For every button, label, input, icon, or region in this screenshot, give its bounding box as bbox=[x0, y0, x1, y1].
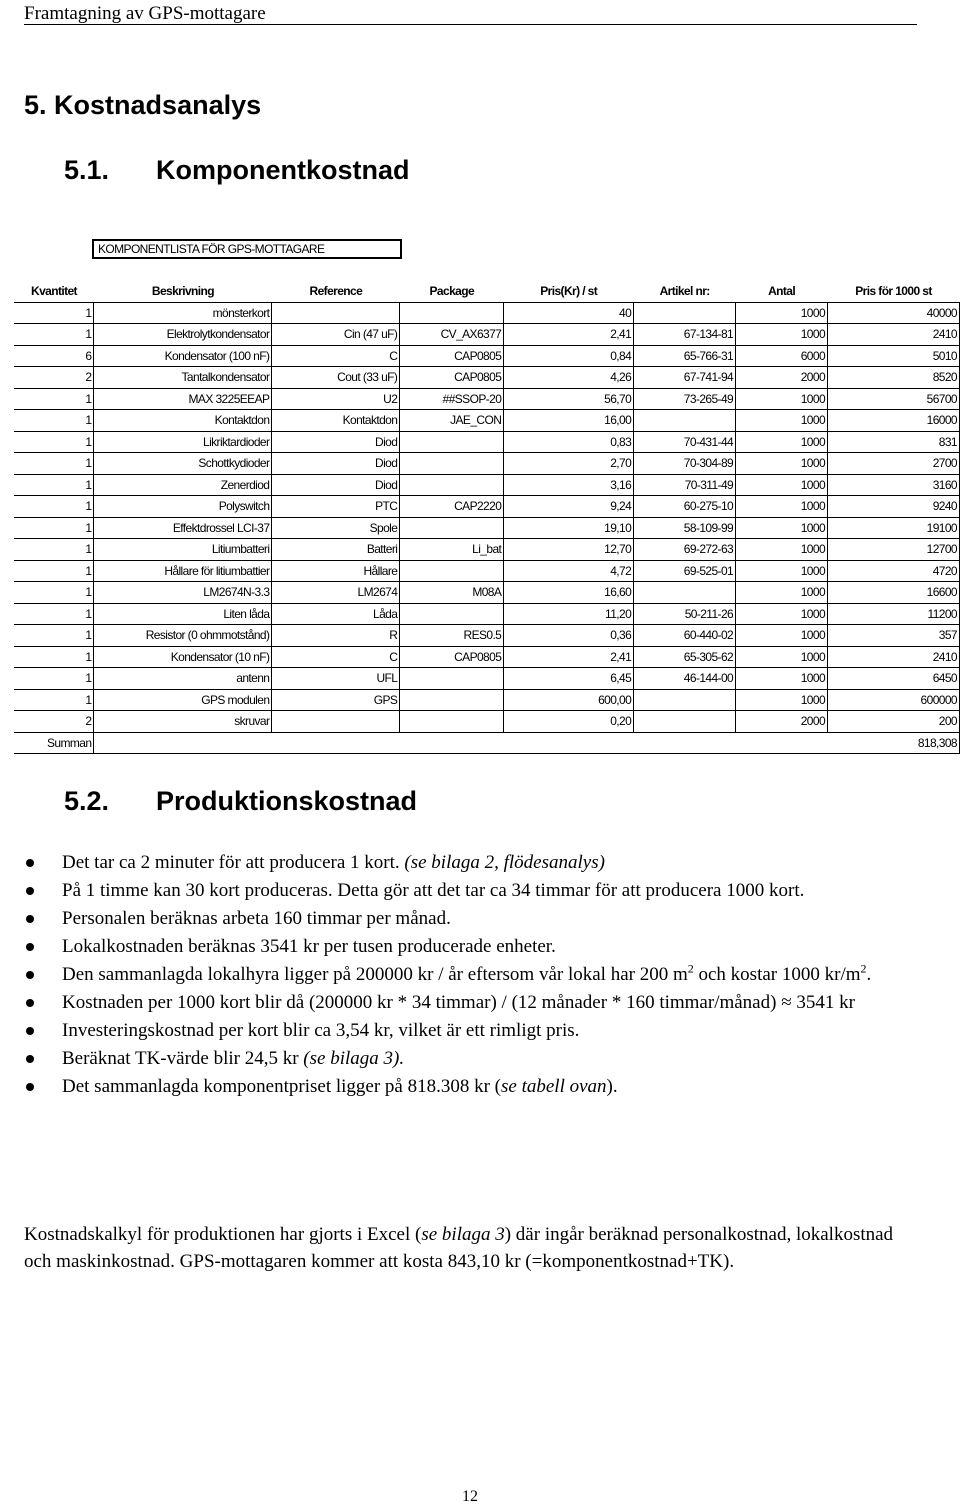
table-body bbox=[14, 302, 960, 754]
list-item bbox=[24, 933, 904, 960]
list-item bbox=[24, 877, 904, 904]
table-cell: 16600 bbox=[828, 582, 960, 604]
table-cell: LM2674N-3.3 bbox=[94, 582, 272, 604]
table-cell: Kontaktdon bbox=[94, 410, 272, 432]
bullet-text: På 1 timme kan 30 kort produceras. Detta gör att det tar ca 34 timmar för att producera 1000 kort. bbox=[62, 880, 805, 901]
table-cell: 12,70 bbox=[504, 539, 634, 561]
table-row bbox=[14, 410, 960, 432]
table-cell: Tantalkondensator bbox=[94, 367, 272, 389]
table-cell bbox=[272, 302, 400, 324]
table-cell: GPS modulen bbox=[94, 689, 272, 711]
table-cell: 60-440-02 bbox=[634, 625, 736, 647]
table-cell: 2,70 bbox=[504, 453, 634, 475]
table-cell: Batteri bbox=[272, 539, 400, 561]
bullet-text: . bbox=[866, 964, 872, 985]
bullet-list bbox=[24, 849, 904, 1101]
table-cell: 40000 bbox=[828, 302, 960, 324]
table-cell: 56,70 bbox=[504, 388, 634, 410]
table-cell: 8520 bbox=[828, 367, 960, 389]
bullet-icon bbox=[26, 971, 34, 979]
table-cell: Elektrolytkondensator bbox=[94, 324, 272, 346]
table-cell: 600000 bbox=[828, 689, 960, 711]
table-row bbox=[14, 560, 960, 582]
table-cell bbox=[504, 732, 634, 754]
table-cell bbox=[400, 474, 504, 496]
table-cell: 1000 bbox=[736, 689, 828, 711]
table-cell: 4720 bbox=[828, 560, 960, 582]
bullet-text: Den sammanlagda lokalhyra ligger på 200000 kr / år eftersom vår lokal har 200 m bbox=[62, 964, 688, 985]
table-cell: ##SSOP-20 bbox=[400, 388, 504, 410]
list-item bbox=[24, 905, 904, 932]
table-cell: 600,00 bbox=[504, 689, 634, 711]
table-cell: 69-525-01 bbox=[634, 560, 736, 582]
table-cell: Diod bbox=[272, 474, 400, 496]
table-cell: mönsterkort bbox=[94, 302, 272, 324]
paragraph-text: ) där ingår beräknad personalkostnad, lokalkostnad och maskinkostnad. GPS-mottagaren kommer att kosta 843,10 kr (=komponentkostnad+TK). bbox=[24, 1224, 894, 1272]
table-cell: 2,41 bbox=[504, 324, 634, 346]
table-cell: C bbox=[272, 646, 400, 668]
table-cell bbox=[634, 689, 736, 711]
bullet-text: Det tar ca 2 minuter för att producera 1 kort. bbox=[62, 852, 400, 873]
bullet-text: Lokalkostnaden beräknas 3541 kr per tusen producerade enheter. bbox=[62, 936, 556, 957]
bullet-icon bbox=[26, 887, 34, 895]
table-row bbox=[14, 668, 960, 690]
table-cell: 65-305-62 bbox=[634, 646, 736, 668]
table-cell: 9,24 bbox=[504, 496, 634, 518]
table-cell: 4,26 bbox=[504, 367, 634, 389]
list-item bbox=[24, 1045, 904, 1072]
table-row bbox=[14, 474, 960, 496]
table-cell: Kontaktdon bbox=[272, 410, 400, 432]
table-cell: 1000 bbox=[736, 324, 828, 346]
bullet-text: ). bbox=[606, 1076, 618, 1097]
table-cell: 2410 bbox=[828, 646, 960, 668]
table-cell: CAP0805 bbox=[400, 345, 504, 367]
table-cell bbox=[400, 302, 504, 324]
table-row bbox=[14, 388, 960, 410]
table-cell bbox=[400, 711, 504, 733]
table-row bbox=[14, 517, 960, 539]
table-cell: 1000 bbox=[736, 539, 828, 561]
table-cell: CAP0805 bbox=[400, 367, 504, 389]
approx-symbol: ≈ bbox=[781, 992, 792, 1013]
column-header: Artikel nr: bbox=[634, 281, 736, 302]
table-row bbox=[14, 711, 960, 733]
bullet-icon bbox=[26, 859, 34, 867]
table-cell bbox=[400, 560, 504, 582]
table-cell: 1000 bbox=[736, 517, 828, 539]
table-cell: RES0.5 bbox=[400, 625, 504, 647]
table-cell: Litiumbatteri bbox=[94, 539, 272, 561]
subsection-heading-komponentkostnad bbox=[64, 155, 410, 186]
table-cell: 0,84 bbox=[504, 345, 634, 367]
table-cell: 0,36 bbox=[504, 625, 634, 647]
section-number: 5. bbox=[24, 90, 47, 120]
table-cell: M08A bbox=[400, 582, 504, 604]
table-cell bbox=[634, 732, 736, 754]
table-cell: 1000 bbox=[736, 646, 828, 668]
table-cell: 11,20 bbox=[504, 603, 634, 625]
table-cell: 1000 bbox=[736, 560, 828, 582]
table-cell: 1000 bbox=[736, 453, 828, 475]
summary-paragraph bbox=[24, 1221, 914, 1275]
table-cell: 19100 bbox=[828, 517, 960, 539]
table-cell: 69-272-63 bbox=[634, 539, 736, 561]
table-cell: Kondensator (100 nF) bbox=[94, 345, 272, 367]
table-cell bbox=[400, 603, 504, 625]
table-cell: 16,00 bbox=[504, 410, 634, 432]
subsection-title: Produktionskostnad bbox=[156, 786, 418, 816]
table-cell: UFL bbox=[272, 668, 400, 690]
header-rule bbox=[24, 24, 917, 25]
table-cell: 9240 bbox=[828, 496, 960, 518]
table-row bbox=[14, 646, 960, 668]
table-cell bbox=[400, 431, 504, 453]
table-cell: 58-109-99 bbox=[634, 517, 736, 539]
bullet-icon bbox=[26, 1055, 34, 1063]
table-cell: 46-144-00 bbox=[634, 668, 736, 690]
table-cell: Cin (47 uF) bbox=[272, 324, 400, 346]
superscript: 2 bbox=[860, 961, 867, 976]
table-cell: MAX 3225EEAP bbox=[94, 388, 272, 410]
table-cell: 2 bbox=[14, 711, 94, 733]
superscript: 2 bbox=[687, 961, 694, 976]
table-cell: 60-275-10 bbox=[634, 496, 736, 518]
list-item bbox=[24, 1017, 904, 1044]
table-cell: Hållare för litiumbattier bbox=[94, 560, 272, 582]
table-cell: 1000 bbox=[736, 474, 828, 496]
paragraph-reference: se bilaga 3 bbox=[421, 1224, 505, 1245]
table-cell: 1 bbox=[14, 625, 94, 647]
table-row bbox=[14, 367, 960, 389]
table-cell: 1 bbox=[14, 474, 94, 496]
table-cell: 1 bbox=[14, 668, 94, 690]
table-cell: Resistor (0 ohmmotstånd) bbox=[94, 625, 272, 647]
table-cell: 831 bbox=[828, 431, 960, 453]
column-header: Reference bbox=[272, 281, 400, 302]
table-cell: GPS bbox=[272, 689, 400, 711]
table-cell: 1000 bbox=[736, 582, 828, 604]
running-header: Framtagning av GPS-mottagare bbox=[24, 3, 266, 24]
table-row bbox=[14, 625, 960, 647]
bullet-icon bbox=[26, 915, 34, 923]
list-item bbox=[24, 989, 904, 1016]
column-header: Antal bbox=[736, 281, 828, 302]
table-cell bbox=[400, 453, 504, 475]
table-cell: Li_bat bbox=[400, 539, 504, 561]
component-table bbox=[14, 281, 960, 754]
table-cell: 1000 bbox=[736, 668, 828, 690]
bullet-text: och kostar 1000 kr/m bbox=[693, 964, 861, 985]
table-cell: 67-741-94 bbox=[634, 367, 736, 389]
table-row bbox=[14, 302, 960, 324]
column-header: Package bbox=[400, 281, 504, 302]
table-cell: Effektdrossel LCI-37 bbox=[94, 517, 272, 539]
table-row bbox=[14, 689, 960, 711]
table-cell: Låda bbox=[272, 603, 400, 625]
list-item bbox=[24, 849, 904, 876]
table-cell: Spole bbox=[272, 517, 400, 539]
section-heading bbox=[24, 90, 261, 121]
table-cell: 2000 bbox=[736, 711, 828, 733]
table-cell: Schottkydioder bbox=[94, 453, 272, 475]
table-cell: 4,72 bbox=[504, 560, 634, 582]
bullet-icon bbox=[26, 1083, 34, 1091]
table-cell: 1 bbox=[14, 410, 94, 432]
bullet-text: 3541 kr bbox=[796, 992, 855, 1013]
table-cell: 56700 bbox=[828, 388, 960, 410]
table-cell: 1 bbox=[14, 539, 94, 561]
table-cell: 1 bbox=[14, 560, 94, 582]
table-cell: 1000 bbox=[736, 496, 828, 518]
table-cell: Liten låda bbox=[94, 603, 272, 625]
table-cell: 1 bbox=[14, 431, 94, 453]
table-cell bbox=[634, 582, 736, 604]
table-cell: Kondensator (10 nF) bbox=[94, 646, 272, 668]
table-row bbox=[14, 582, 960, 604]
table-cell: 70-311-49 bbox=[634, 474, 736, 496]
column-header: Kvantitet bbox=[14, 281, 94, 302]
table-cell: Zenerdiod bbox=[94, 474, 272, 496]
table-cell: Likriktardioder bbox=[94, 431, 272, 453]
table-cell: skruvar bbox=[94, 711, 272, 733]
table-cell: Polyswitch bbox=[94, 496, 272, 518]
table-cell: 1 bbox=[14, 689, 94, 711]
table-cell: 5010 bbox=[828, 345, 960, 367]
table-cell bbox=[634, 410, 736, 432]
table-cell bbox=[272, 732, 400, 754]
table-cell: 40 bbox=[504, 302, 634, 324]
bullet-reference: se tabell ovan bbox=[501, 1076, 607, 1097]
table-cell: 50-211-26 bbox=[634, 603, 736, 625]
table-cell: 16,60 bbox=[504, 582, 634, 604]
table-cell bbox=[400, 517, 504, 539]
table-row bbox=[14, 539, 960, 561]
table-row bbox=[14, 431, 960, 453]
table-cell: 1000 bbox=[736, 302, 828, 324]
table-cell: 1 bbox=[14, 453, 94, 475]
table-cell: 1000 bbox=[736, 410, 828, 432]
table-cell: 0,20 bbox=[504, 711, 634, 733]
table-row bbox=[14, 603, 960, 625]
table-cell: 1000 bbox=[736, 603, 828, 625]
bullet-text: Beräknat TK-värde blir 24,5 kr bbox=[62, 1048, 299, 1069]
table-cell: 3,16 bbox=[504, 474, 634, 496]
table-cell: 70-304-89 bbox=[634, 453, 736, 475]
table-cell: Cout (33 uF) bbox=[272, 367, 400, 389]
table-cell: 2,41 bbox=[504, 646, 634, 668]
table-cell: CAP2220 bbox=[400, 496, 504, 518]
bullet-text: Kostnaden per 1000 kort blir då (200000 kr * 34 timmar) / (12 månader * 160 timmar/månad) bbox=[62, 992, 777, 1013]
table-cell: 357 bbox=[828, 625, 960, 647]
table-cell: 67-134-81 bbox=[634, 324, 736, 346]
table-row bbox=[14, 496, 960, 518]
table-cell: 11200 bbox=[828, 603, 960, 625]
bullet-reference: (se bilaga 3). bbox=[303, 1048, 405, 1069]
bullet-text: Investeringskostnad per kort blir ca 3,54 kr, vilket är ett rimligt pris. bbox=[62, 1020, 580, 1041]
bullet-icon bbox=[26, 1027, 34, 1035]
table-cell: 1000 bbox=[736, 625, 828, 647]
table-sum-row bbox=[14, 732, 960, 754]
column-header: Beskrivning bbox=[94, 281, 272, 302]
table-cell: 2000 bbox=[736, 367, 828, 389]
page-number: 12 bbox=[462, 1488, 478, 1505]
table-cell bbox=[736, 732, 828, 754]
table-cell: 1 bbox=[14, 496, 94, 518]
table-cell bbox=[400, 732, 504, 754]
table-cell: 3160 bbox=[828, 474, 960, 496]
table-cell: 2700 bbox=[828, 453, 960, 475]
table-header-row bbox=[14, 281, 960, 302]
table-row bbox=[14, 453, 960, 475]
table-cell: 6000 bbox=[736, 345, 828, 367]
table-caption: KOMPONENTLISTA FÖR GPS-MOTTAGARE bbox=[92, 239, 402, 259]
table-cell: Hållare bbox=[272, 560, 400, 582]
table-cell: 73-265-49 bbox=[634, 388, 736, 410]
table-cell: 1000 bbox=[736, 388, 828, 410]
table-cell: antenn bbox=[94, 668, 272, 690]
table-cell bbox=[634, 711, 736, 733]
table-cell: 6,45 bbox=[504, 668, 634, 690]
table-cell bbox=[634, 302, 736, 324]
table-cell: 65-766-31 bbox=[634, 345, 736, 367]
table-cell: U2 bbox=[272, 388, 400, 410]
table-cell: 6450 bbox=[828, 668, 960, 690]
column-header: Pris(Kr) / st bbox=[504, 281, 634, 302]
table-cell: 12700 bbox=[828, 539, 960, 561]
subsection-title: Komponentkostnad bbox=[156, 155, 410, 185]
paragraph-text: Kostnadskalkyl för produktionen har gjorts i Excel ( bbox=[24, 1224, 422, 1245]
table-cell: 19,10 bbox=[504, 517, 634, 539]
table-cell: JAE_CON bbox=[400, 410, 504, 432]
table-cell: C bbox=[272, 345, 400, 367]
table-cell: 1 bbox=[14, 302, 94, 324]
table-cell: CAP0805 bbox=[400, 646, 504, 668]
table-cell: 1 bbox=[14, 582, 94, 604]
table-cell bbox=[94, 732, 272, 754]
table-cell: 2410 bbox=[828, 324, 960, 346]
table-cell: 200 bbox=[828, 711, 960, 733]
table-cell: Diod bbox=[272, 431, 400, 453]
table-cell: 1 bbox=[14, 388, 94, 410]
table-cell: 0,83 bbox=[504, 431, 634, 453]
list-item bbox=[24, 1073, 904, 1100]
subsection-number: 5.1. bbox=[64, 155, 110, 185]
table-cell: 1 bbox=[14, 324, 94, 346]
table-cell: 70-431-44 bbox=[634, 431, 736, 453]
table-cell: 1 bbox=[14, 603, 94, 625]
table-cell: 16000 bbox=[828, 410, 960, 432]
bullet-reference: (se bilaga 2, flödesanalys) bbox=[404, 852, 605, 873]
table-cell bbox=[400, 668, 504, 690]
table-row bbox=[14, 345, 960, 367]
subsection-heading-produktionskostnad bbox=[64, 786, 417, 817]
table-cell bbox=[400, 689, 504, 711]
table-cell: 1000 bbox=[736, 431, 828, 453]
sum-label: Summan bbox=[14, 732, 94, 754]
table-row bbox=[14, 324, 960, 346]
column-header: Pris för 1000 st bbox=[828, 281, 960, 302]
table-cell bbox=[272, 711, 400, 733]
subsection-number: 5.2. bbox=[64, 786, 110, 816]
table-cell: R bbox=[272, 625, 400, 647]
sum-value: 818,308 bbox=[828, 732, 960, 754]
bullet-text: Det sammanlagda komponentpriset ligger på 818.308 kr ( bbox=[62, 1076, 502, 1097]
bullet-icon bbox=[26, 943, 34, 951]
table-cell: PTC bbox=[272, 496, 400, 518]
table-cell: 2 bbox=[14, 367, 94, 389]
list-item bbox=[24, 961, 904, 988]
section-title: Kostnadsanalys bbox=[54, 90, 262, 120]
table-cell: 6 bbox=[14, 345, 94, 367]
table-cell: CV_AX6377 bbox=[400, 324, 504, 346]
table-cell: Diod bbox=[272, 453, 400, 475]
bullet-icon bbox=[26, 999, 34, 1007]
table-cell: LM2674 bbox=[272, 582, 400, 604]
table-cell: 1 bbox=[14, 646, 94, 668]
table-cell: 1 bbox=[14, 517, 94, 539]
bullet-text: Personalen beräknas arbeta 160 timmar per månad. bbox=[62, 908, 451, 929]
